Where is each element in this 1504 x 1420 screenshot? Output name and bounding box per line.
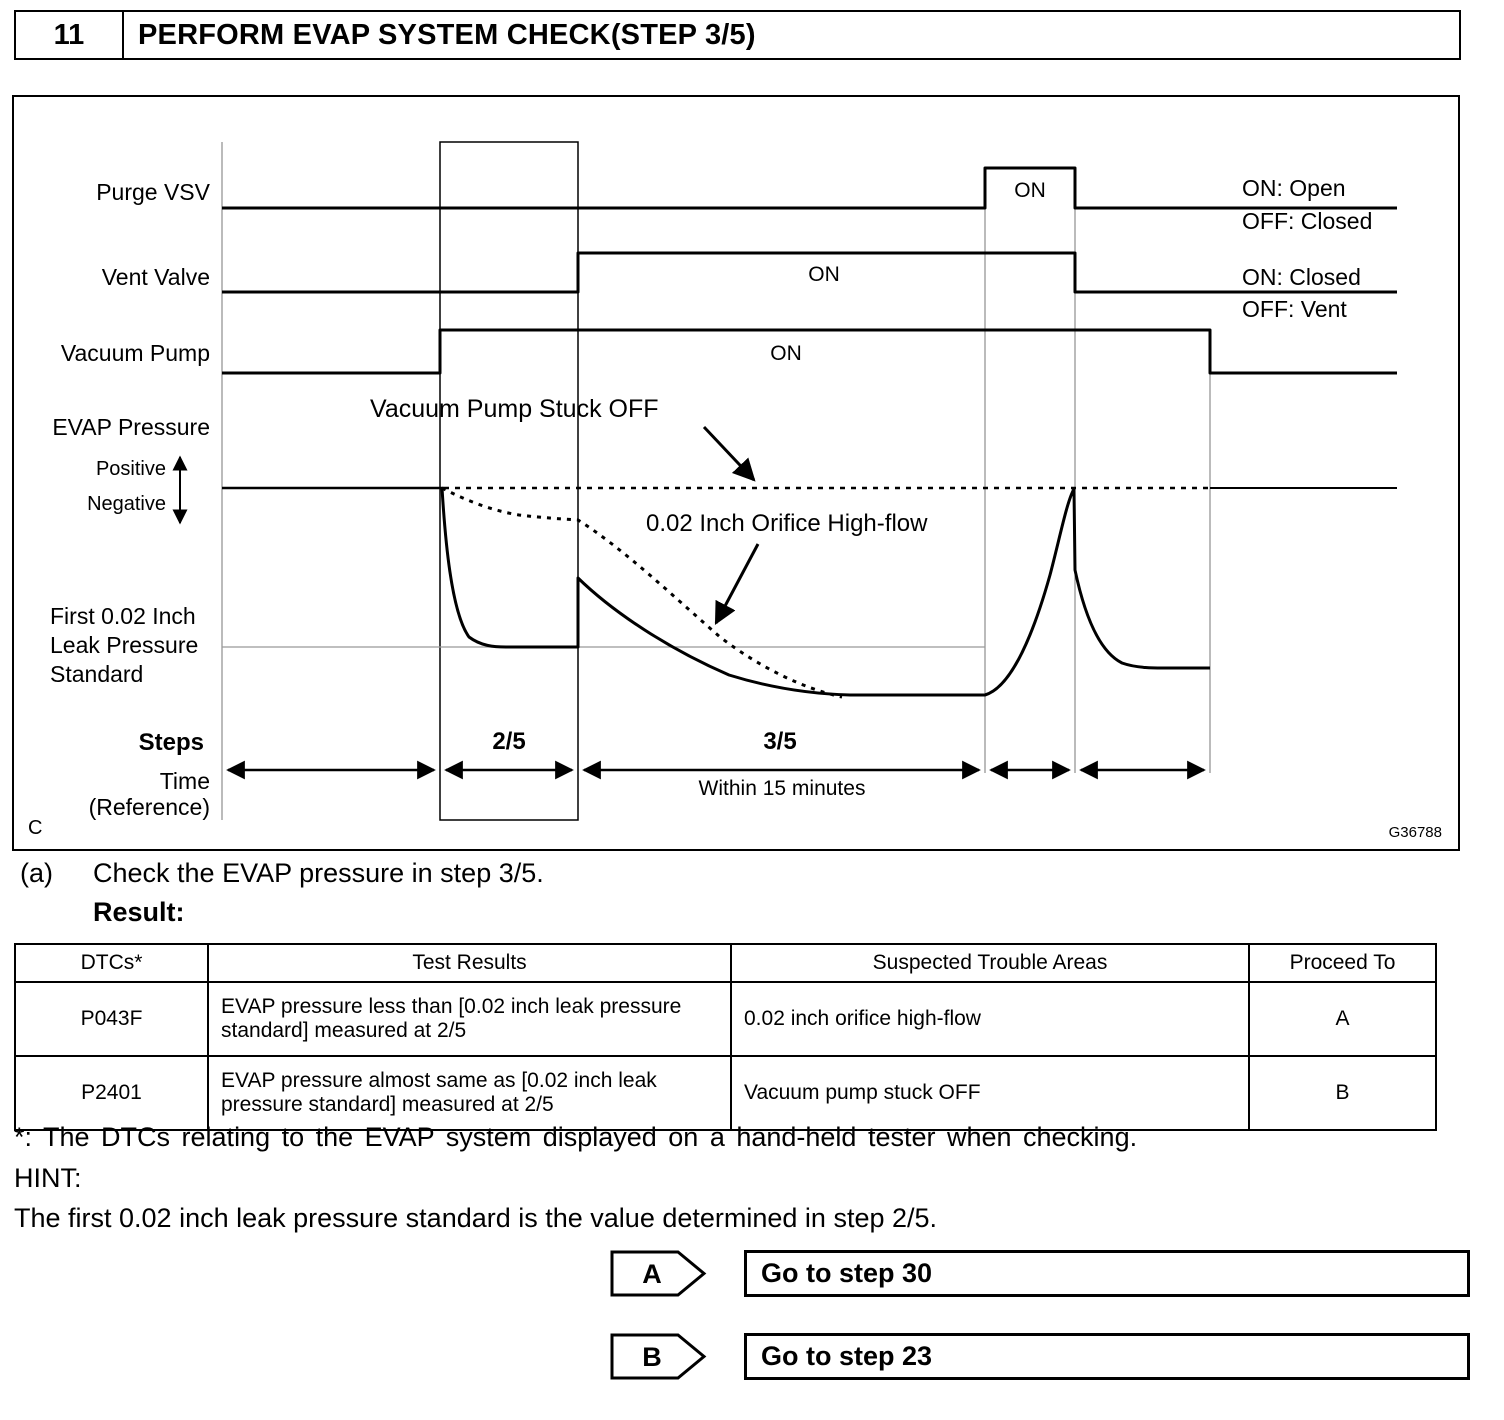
step-a-text: Check the EVAP pressure in step 3/5. [93, 858, 544, 888]
purge-legend-on: ON: Open [1242, 175, 1346, 201]
trouble-area: 0.02 inch orifice high-flow [731, 982, 1249, 1056]
proceed-to: B [1249, 1056, 1436, 1130]
negative-label: Negative [87, 493, 166, 515]
evap-pressure-label: EVAP Pressure [52, 414, 210, 440]
vent-on-label: ON [808, 263, 840, 286]
header-dtcs: DTCs* [15, 944, 208, 982]
steps-label: Steps [138, 729, 204, 756]
leak-standard-label-line1: First 0.02 Inch [50, 603, 196, 629]
route-b [610, 1333, 1470, 1380]
header-trouble-areas: Suspected Trouble Areas [731, 944, 1249, 982]
stuck-off-annotation: Vacuum Pump Stuck OFF [370, 395, 659, 423]
vent-legend-off: OFF: Vent [1242, 296, 1347, 322]
step-2-5-label: 2/5 [492, 728, 526, 755]
section-title: PERFORM EVAP SYSTEM CHECK(STEP 3/5) [138, 18, 756, 51]
test-result: EVAP pressure almost same as [0.02 inch leak pressure standard] measured at 2/5 [208, 1056, 731, 1130]
hint-label: HINT: [14, 1163, 82, 1193]
purge-vsv-trace [222, 168, 1397, 208]
table-header-row [15, 944, 1436, 982]
table-row [15, 982, 1436, 1056]
dtc-code: P043F [15, 982, 208, 1056]
route-a-letter: A [642, 1259, 662, 1289]
route-a-pentagon [610, 1250, 710, 1297]
dtc-footnote: *: The DTCs relating to the EVAP system displayed on a hand-held tester when checking. [14, 1122, 1138, 1152]
dtc-code: P2401 [15, 1056, 208, 1130]
high-flow-annotation: 0.02 Inch Orifice High-flow [646, 510, 928, 537]
leak-standard-label-line2: Leak Pressure [50, 632, 199, 658]
section-header [14, 10, 1461, 60]
vacuum-pump-trace [222, 330, 1397, 373]
table-row [15, 1056, 1436, 1130]
route-b-action: Go to step 23 [744, 1333, 1470, 1380]
vent-legend-on: ON: Closed [1242, 264, 1361, 290]
timing-diagram-canvas [14, 97, 1454, 845]
dtc-table [14, 943, 1437, 1131]
vacuum-pump-label: Vacuum Pump [60, 340, 210, 366]
route-a [610, 1250, 1470, 1297]
proceed-to: A [1249, 982, 1436, 1056]
route-b-pentagon [610, 1333, 710, 1380]
guide-lines [222, 142, 1210, 820]
step-3-5-label: 3/5 [763, 728, 797, 755]
purge-legend-off: OFF: Closed [1242, 208, 1373, 234]
header-test-results: Test Results [208, 944, 731, 982]
vent-valve-label: Vent Valve [101, 264, 210, 290]
purge-vsv-label: Purge VSV [96, 179, 210, 205]
time-label: Time [159, 768, 210, 794]
leak-standard-label-line3: Standard [50, 661, 144, 687]
corner-mark: C [28, 817, 43, 839]
stuck-off-annotation-arrow [704, 427, 754, 480]
route-a-action: Go to step 30 [744, 1250, 1470, 1297]
test-result: EVAP pressure less than [0.02 inch leak pressure standard] measured at 2/5 [208, 982, 731, 1056]
vacuum-on-label: ON [770, 342, 802, 365]
time-reference-label: (Reference) [88, 794, 210, 820]
evap-timing-diagram [12, 95, 1460, 851]
positive-label: Positive [95, 458, 166, 480]
route-b-letter: B [642, 1342, 662, 1372]
purge-on-label: ON [1014, 179, 1046, 202]
result-label: Result: [93, 897, 185, 927]
hint-text: The first 0.02 inch leak pressure standard is the value determined in step 2/5. [14, 1203, 938, 1233]
step-a-marker: (a) [20, 858, 53, 888]
section-number: 11 [16, 12, 124, 58]
high-flow-annotation-arrow [716, 544, 758, 623]
step-a-paragraph [20, 858, 544, 889]
diagram-labels [28, 175, 1442, 841]
trouble-area: Vacuum pump stuck OFF [731, 1056, 1249, 1130]
within-15-minutes-label: Within 15 minutes [698, 777, 866, 800]
step-2-5-region-box [440, 142, 578, 820]
header-proceed-to: Proceed To [1249, 944, 1436, 982]
figure-id: G36788 [1388, 824, 1442, 841]
